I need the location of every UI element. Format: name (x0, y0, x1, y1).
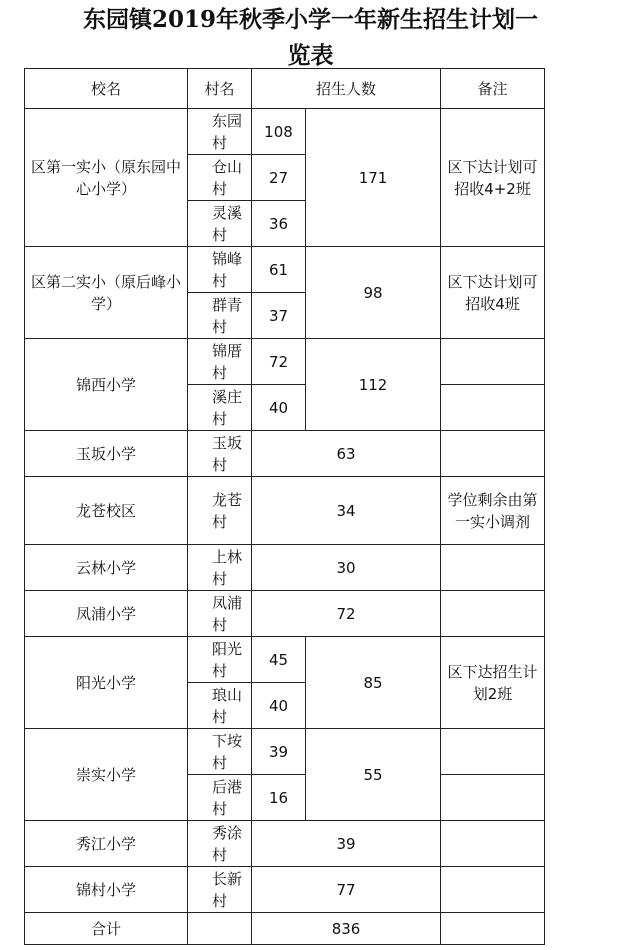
header-row (25, 69, 545, 109)
school-name: 崇实小学 (25, 729, 188, 821)
village-name: 后港村 (212, 777, 243, 818)
village-name: 凤浦村 (212, 593, 243, 634)
village-cell (188, 867, 252, 913)
village-name: 东园村 (212, 111, 243, 152)
school-total: 30 (252, 545, 441, 591)
school-name: 区第一实小（原东园中心小学） (25, 109, 188, 247)
note-cell (441, 729, 545, 775)
note-cell (441, 339, 545, 385)
village-cell (188, 545, 252, 591)
school-total: 63 (252, 431, 441, 477)
school-row (25, 729, 545, 775)
village-name: 溪庄村 (212, 387, 243, 428)
school-total: 55 (306, 729, 441, 821)
village-count: 36 (252, 201, 306, 247)
village-name: 下垵村 (212, 731, 243, 772)
school-total: 39 (252, 821, 441, 867)
school-name: 阳光小学 (25, 637, 188, 729)
header-note: 备注 (441, 69, 545, 109)
school-name: 龙苍校区 (25, 477, 188, 545)
village-name: 阳光村 (212, 639, 243, 680)
enrollment-table (24, 68, 545, 945)
summary-row (25, 913, 545, 945)
village-count: 40 (252, 683, 306, 729)
school-total: 34 (252, 477, 441, 545)
village-cell (188, 109, 252, 155)
school-row (25, 867, 545, 913)
note-cell: 区下达计划可招收4+2班 (441, 109, 545, 247)
village-cell (188, 201, 252, 247)
village-count: 37 (252, 293, 306, 339)
page-title: 东园镇2019年秋季小学一年新生招生计划一 (82, 6, 538, 33)
village-name: 长新村 (212, 869, 243, 910)
school-name: 锦西小学 (25, 339, 188, 431)
summary-label: 合计 (25, 913, 188, 945)
village-cell (188, 683, 252, 729)
school-total: 77 (252, 867, 441, 913)
village-name: 锦峰村 (212, 249, 243, 290)
village-name: 仓山村 (212, 157, 243, 198)
header-village: 村名 (188, 69, 252, 109)
school-name: 秀江小学 (25, 821, 188, 867)
village-cell (188, 591, 252, 637)
village-cell (188, 729, 252, 775)
note-cell (441, 385, 545, 431)
village-name: 龙苍村 (212, 490, 243, 531)
village-count: 27 (252, 155, 306, 201)
village-count: 108 (252, 109, 306, 155)
village-count: 61 (252, 247, 306, 293)
village-name: 琅山村 (212, 685, 243, 726)
village-cell (188, 477, 252, 545)
village-cell (188, 431, 252, 477)
school-name: 凤浦小学 (25, 591, 188, 637)
note-cell (441, 821, 545, 867)
summary-total: 836 (252, 913, 441, 945)
village-name: 锦厝村 (212, 341, 243, 382)
village-name: 玉坂村 (212, 433, 243, 474)
note-cell: 区下达计划可招收4班 (441, 247, 545, 339)
note-cell (441, 591, 545, 637)
school-row (25, 637, 545, 683)
village-cell (188, 821, 252, 867)
note-cell (441, 867, 545, 913)
village-cell (188, 247, 252, 293)
school-row (25, 545, 545, 591)
village-cell (188, 155, 252, 201)
village-name: 上林村 (212, 547, 243, 588)
village-count: 72 (252, 339, 306, 385)
school-row (25, 591, 545, 637)
school-name: 区第二实小（原后峰小学） (25, 247, 188, 339)
note-cell (441, 545, 545, 591)
note-cell: 区下达招生计划2班 (441, 637, 545, 729)
village-name: 群青村 (212, 295, 243, 336)
school-total: 98 (306, 247, 441, 339)
village-count: 16 (252, 775, 306, 821)
village-count: 39 (252, 729, 306, 775)
school-name: 玉坂小学 (25, 431, 188, 477)
village-count: 45 (252, 637, 306, 683)
page-title-continued: 览表 (287, 42, 334, 69)
school-total: 171 (306, 109, 441, 247)
school-row (25, 477, 545, 545)
village-cell (188, 385, 252, 431)
summary-blank (188, 913, 252, 945)
school-total: 112 (306, 339, 441, 431)
village-cell (188, 339, 252, 385)
school-name: 锦村小学 (25, 867, 188, 913)
village-name: 秀涂村 (212, 823, 243, 864)
school-row (25, 339, 545, 385)
village-cell (188, 775, 252, 821)
school-name: 云林小学 (25, 545, 188, 591)
school-row (25, 821, 545, 867)
school-total: 72 (252, 591, 441, 637)
summary-note (441, 913, 545, 945)
village-count: 40 (252, 385, 306, 431)
header-enroll: 招生人数 (252, 69, 441, 109)
village-cell (188, 637, 252, 683)
school-row (25, 431, 545, 477)
header-school: 校名 (25, 69, 188, 109)
school-row (25, 247, 545, 293)
note-cell (441, 775, 545, 821)
note-cell (441, 431, 545, 477)
school-row (25, 109, 545, 155)
note-cell: 学位剩余由第一实小调剂 (441, 477, 545, 545)
school-total: 85 (306, 637, 441, 729)
village-name: 灵溪村 (212, 203, 243, 244)
village-cell (188, 293, 252, 339)
